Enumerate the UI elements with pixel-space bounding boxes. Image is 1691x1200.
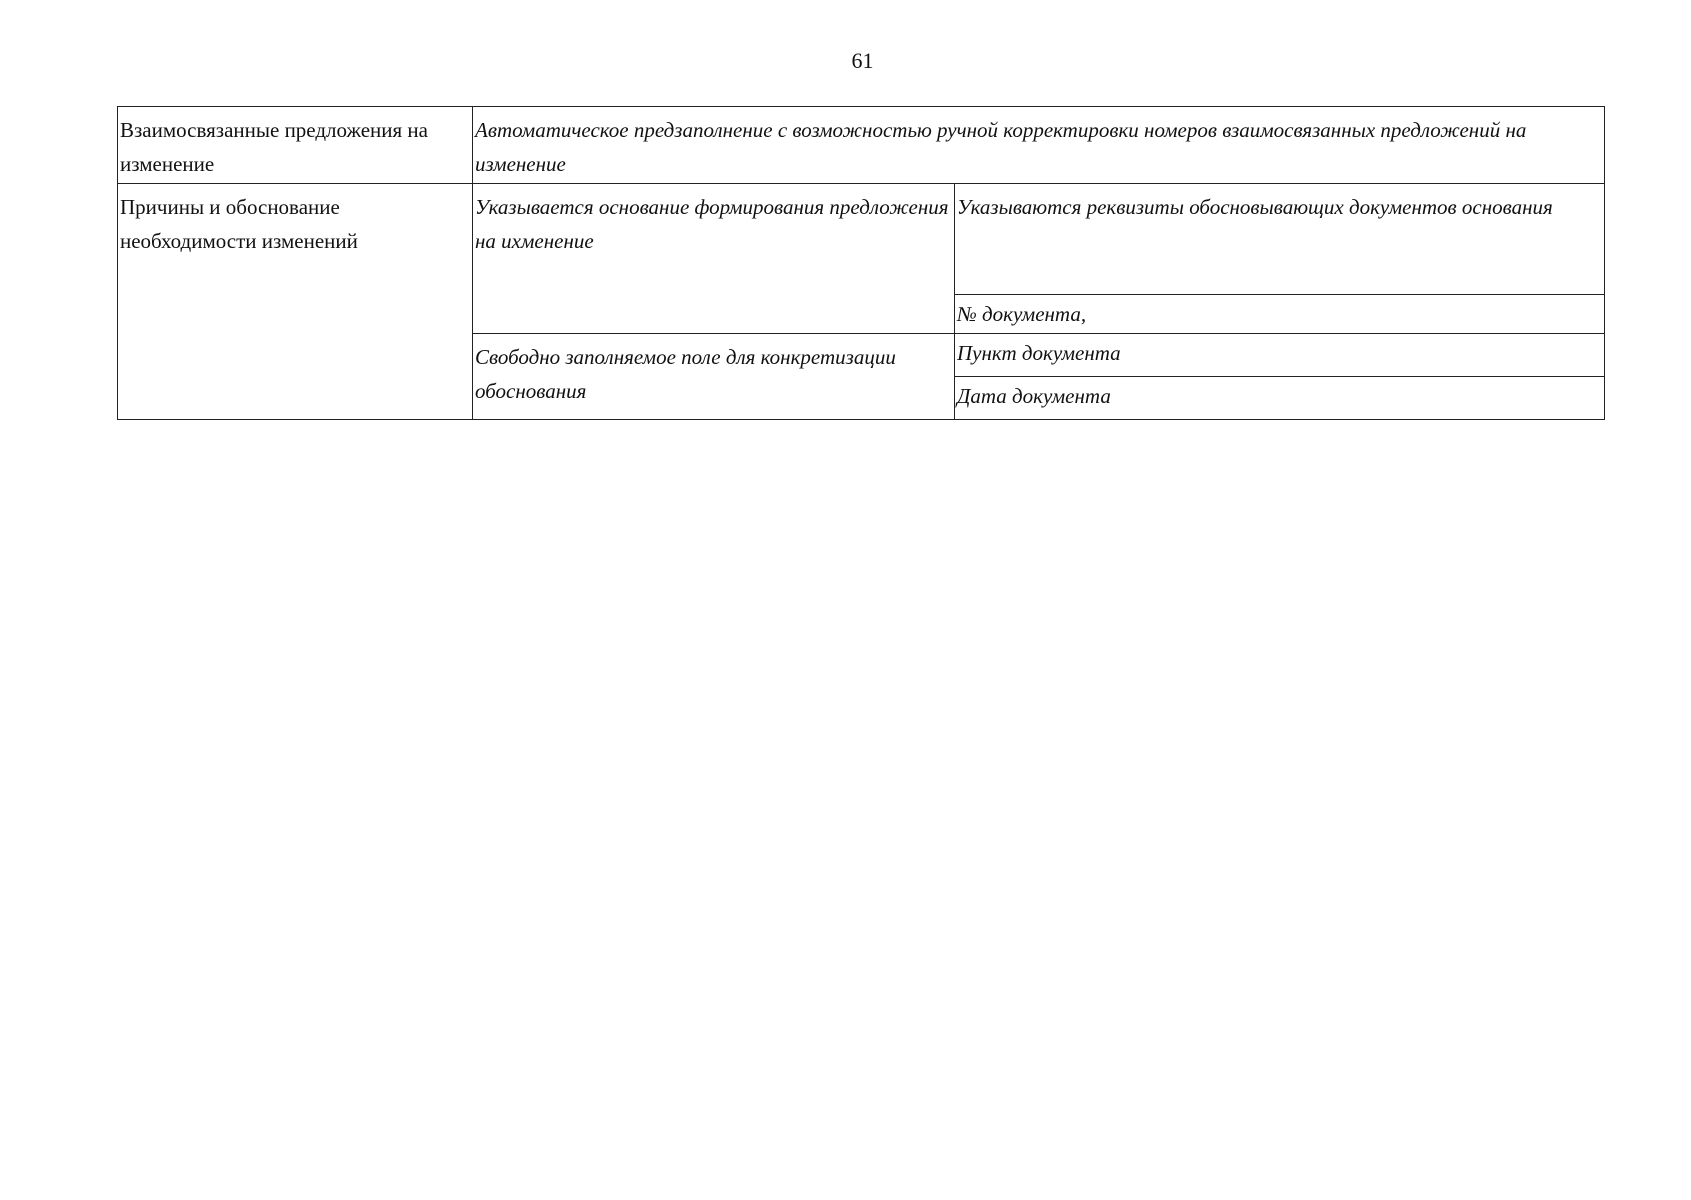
doc-date: Дата документа bbox=[955, 377, 1605, 420]
form-table bbox=[117, 106, 1605, 420]
reasons-label: Причины и обоснование необходимости изменений bbox=[118, 184, 473, 420]
table-row-related bbox=[118, 107, 1605, 184]
doc-item: Пункт документа bbox=[955, 334, 1605, 377]
page-number: 61 bbox=[851, 48, 874, 73]
doc-number: № документа, bbox=[955, 295, 1605, 334]
related-value: Автоматическое предзаполнение с возможностью ручной корректировки номеров взаимосвязанных предложений на изменение bbox=[473, 107, 1605, 184]
free-field: Свободно заполняемое поле для конкретизации обоснования bbox=[473, 334, 955, 420]
table-row-reasons bbox=[118, 184, 1605, 295]
reasons-basis: Указывается основание формирования предложения на ихменение bbox=[473, 184, 955, 334]
related-label: Взаимосвязанные предложения на изменение bbox=[118, 107, 473, 184]
doc-requisites: Указываются реквизиты обосновывающих документов основания bbox=[955, 184, 1605, 295]
